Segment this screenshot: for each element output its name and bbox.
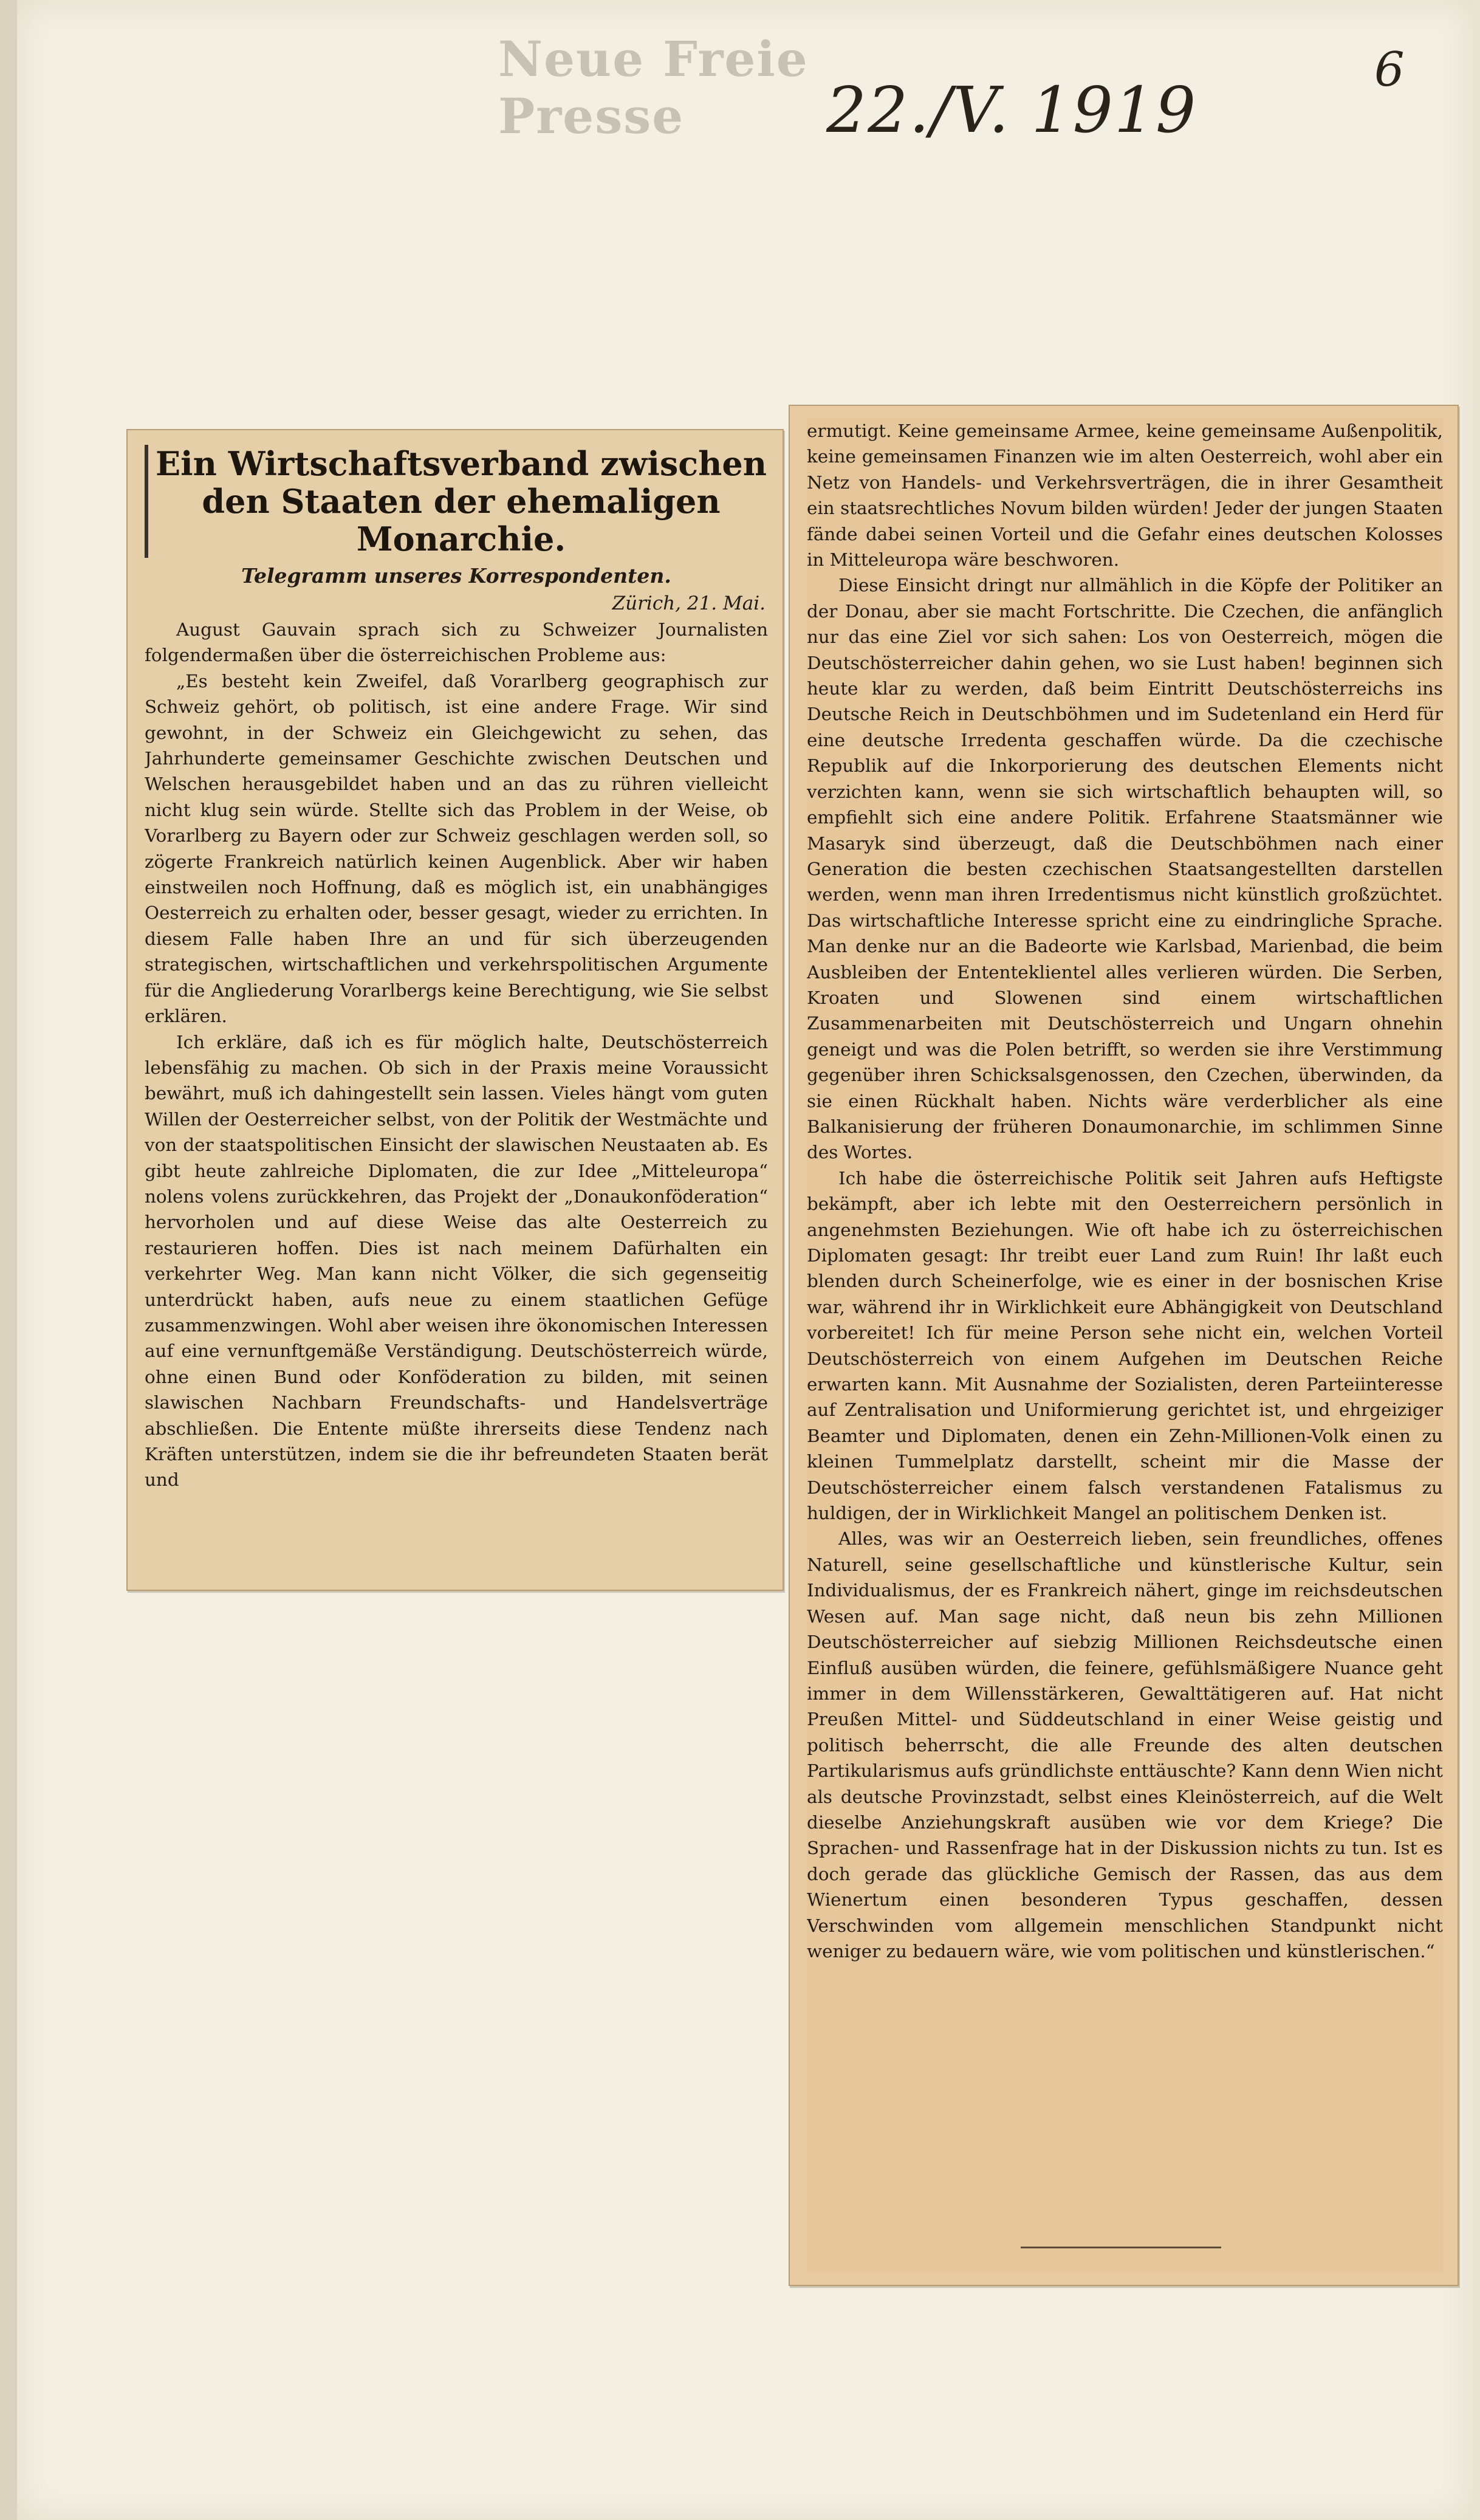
paragraph: „Es besteht kein Zweifel, daß Vorarlberg geographisch zur Schweiz gehört, ob politisch, ist eine andere Frage. Wir sind gewohnt, in der Schweiz ein Gleichgewicht zu sehen, das Jahrhunderte gemeinsamer Geschichte zwischen Deutschen und Welschen herausgebildet haben und an das zu rühren vielleicht nicht klug sein würde. Stellte sich das Problem in der Weise, ob Vorarlberg zu Bayern oder zur Schweiz geschlagen werden soll, so zögerte Frankreich natürlich keinen Augenblick. Aber wir haben einstweilen noch Hoffnung, daß es möglich ist, ein unabhängiges Oesterreich zu erhalten oder, besser gesagt, wieder zu errichten. In diesem Falle haben Ihre an und für sich überzeugenden strategischen, wirtschaftlichen und verkehrspolitischen Argumente für die Angliederung Vorarlbergs keine Berechtigung, wie Sie selbst erklären. [145, 670, 768, 1027]
end-rule [1021, 2247, 1221, 2248]
clipping-left-text [145, 442, 768, 1578]
clipping-right-column [789, 405, 1459, 2286]
article-subhead: Telegramm unseres Korrespondenten. [241, 564, 671, 588]
handwritten-date: 22./V. 1919 [826, 73, 1197, 147]
masthead-stamp: Neue Freie Presse [498, 30, 809, 145]
clipping-left-column [126, 429, 784, 1591]
paragraph: Ich habe die österreichische Politik seit Jahren aufs Heftigste bekämpft, aber ich lebte mit den Oesterreichern persönlich in angenehmsten Beziehungen. Wie oft habe ich zu österreichischen Diplomaten gesagt: Ihr treibt euer Land zum Ruin! Ihr laßt euch blenden durch Scheinerfolge, wie es einer in der bosnischen Krise war, während ihr in Wirklichkeit eure Abhängigkeit von Deutschland vorbereitet! Ich für meine Person sehe nicht ein, welchen Vorteil Deutschösterreich von einem Aufgehen im Deutschen Reiche erwarten kann. Mit Ausnahme der Sozialisten, deren Parteiinteresse auf Zentralisation und Uniformierung gerichtet ist, und ehrgeiziger Beamter und Diplomaten, denen ein Zehn-Millionen-Volk einen zu kleinen Tummelplatz darstellt, scheint mir die Masse der Deutschösterreicher einem falsch verstandenen Fatalismus zu huldigen, der in Wirklichkeit Mangel an politischem Denken ist. [807, 1167, 1443, 1524]
article-headline: Ein Wirtschaftsverband zwischen den Staaten der ehemaligen Monarchie. [145, 445, 768, 558]
clipping-right-text [807, 418, 1443, 2273]
article-dateline: Zürich, 21. Mai. [612, 592, 766, 614]
paragraph: Ich erkläre, daß ich es für möglich halte, Deutschösterreich lebensfähig zu machen. Ob sich in der Praxis meine Voraussicht bewährt, muß ich dahingestellt sein lassen. Vieles hängt vom guten Willen der Oesterreicher selbst, von der Politik der Westmächte und von der staatspolitischen Einsicht der slawischen Neustaaten ab. Es gibt heute zahlreiche Diplomaten, die zur Idee „Mitteleuropa“ nolens volens zurückkehren, das Projekt der „Donaukonföderation“ hervorholen und auf diese Weise das alte Oesterreich zu restaurieren hoffen. Dies ist nach meinem Dafürhalten ein verkehrter Weg. Man kann nicht Völker, die sich gegenseitig unterdrückt haben, aufs neue zu einem staatlichen Gefüge zusammenzwingen. Wohl aber weisen ihre ökonomischen Interessen auf eine vernunftgemäße Verständigung. Deutschösterreich würde, ohne einen Bund oder Konföderation zu bilden, mit seinen slawischen Nachbarn Freundschafts- und Handelsverträge abschließen. Die Entente müßte ihrerseits diese Tendenz nach Kräften unterstützen, indem sie die ihr befreundeten Staaten berät und [145, 1031, 768, 1491]
paragraph: ermutigt. Keine gemeinsame Armee, keine gemeinsame Außenpolitik, keine gemeinsamen Finanzen wie im alten Oesterreich, wohl aber ein Netz von Handels- und Verkehrsverträgen, die in ihrer Gesamtheit ein staatsrechtliches Novum bilden würden! Jeder der jungen Staaten fände dabei seinen Vorteil und die Gefahr eines deutschen Kolosses in Mitteleuropa wäre beschworen. [807, 421, 1443, 571]
page-number: 6 [1374, 43, 1405, 97]
paragraph: Diese Einsicht dringt nur allmählich in die Köpfe der Politiker an der Donau, aber sie macht Fortschritte. Die Czechen, die anfänglich nur das eine Ziel vor sich sahen: Los von Oesterreich, mögen die Deutschösterreicher dahin gehen, wo sie Lust haben! beginnen sich heute klar zu werden, daß beim Eintritt Deutschösterreichs ins Deutsche Reich in Deutschböhmen und im Sudetenland ein Herd für eine deutsche Irredenta geschaffen würde. Da die czechische Republik auf die Inkorporierung des deutschen Elements nicht verzichten kann, wenn sie sich wirtschaftlich behaupten will, so empfiehlt sich eine andere Politik. Erfahrene Staatsmänner wie Masaryk sind überzeugt, daß die Deutschböhmen nach einer Generation die besten czechischen Staatsangestellten darstellen werden, wenn man ihren Irredentismus nicht künstlich großzüchtet. Das wirtschaftliche Interesse spricht eine zu eindringliche Sprache. Man denke nur an die Badeorte wie Karlsbad, Marienbad, die beim Ausbleiben der Ententeklientel alles verlieren würden. Die Serben, Kroaten und Slowenen sind einem wirtschaftlichen Zusammenarbeiten mit Deutschösterreich und Ungarn ohnehin geneigt und was die Polen betrifft, so werden sie ihre Verstimmung gegenüber ihren Schicksalsgenossen, den Czechen, überwinden, da sie einen Rückhalt haben. Nichts wäre verderblicher als eine Balkanisierung der früheren Donaumonarchie, im schlimmen Sinne des Wortes. [807, 575, 1443, 1163]
paragraph: August Gauvain sprach sich zu Schweizer Journalisten folgendermaßen über die österreichischen Probleme aus: [145, 619, 768, 666]
page-edge [0, 0, 17, 2520]
paragraph: Alles, was wir an Oesterreich lieben, sein freundliches, offenes Naturell, seine gesellschaftliche und künstlerische Kultur, sein Individualismus, der es Frankreich nähert, ginge im reichsdeutschen Wesen auf. Man sage nicht, daß neun bis zehn Millionen Deutschösterreicher auf siebzig Millionen Reichsdeutsche einen Einfluß ausüben würden, die feinere, gefühlsmäßigere Nuance geht immer in dem Willensstärkeren, Gewalttätigeren auf. Hat nicht Preußen Mittel- und Süddeutschland in einer Weise geistig und politisch beherrscht, die alle Freunde des alten deutschen Partikularismus aufs gründlichste enttäuschte? Kann denn Wien nicht als deutsche Provinzstadt, selbst eines Kleinösterreich, auf die Welt dieselbe Anziehungskraft ausüben wie vor dem Kriege? Die Sprachen- und Rassenfrage hat in der Diskussion nichts zu tun. Ist es doch gerade das glückliche Gemisch der Rassen, das aus dem Wienertum einen besonderen Typus geschaffen, dessen Verschwinden vom allgemein menschlichen Standpunkt nicht weniger zu bedauern wäre, wie vom politischen und künstlerischen.“ [807, 1528, 1443, 1962]
